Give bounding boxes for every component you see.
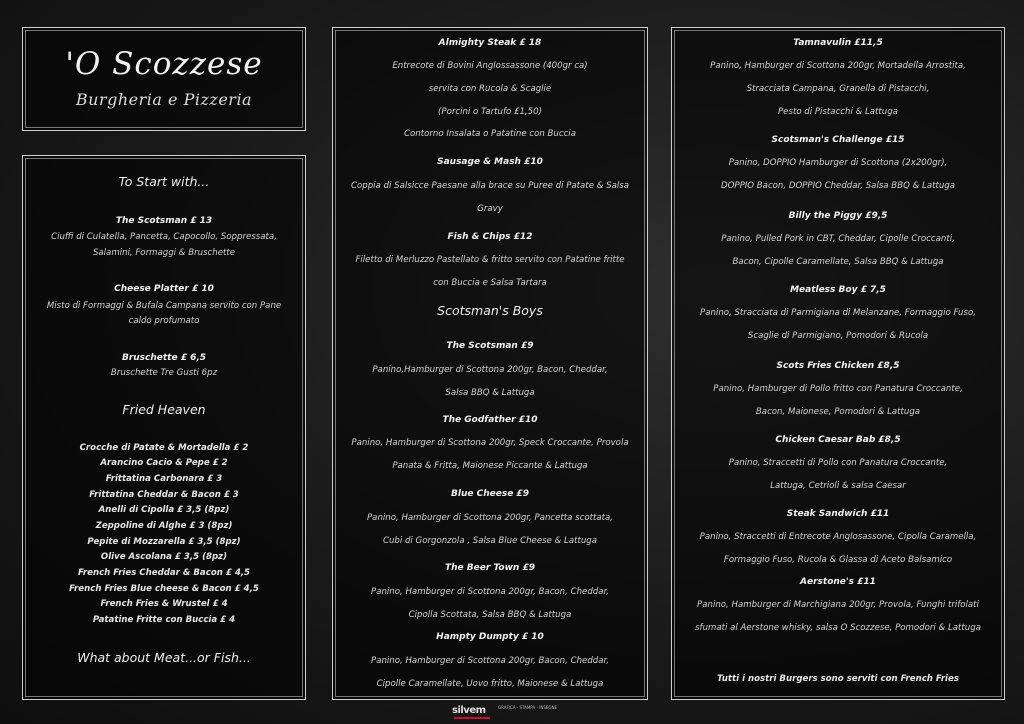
menu-item-desc: Panino, Hamburger di Scottona 200gr, Pancetta scottata, bbox=[367, 513, 613, 523]
section-heading-fried: Fried Heaven bbox=[122, 402, 206, 417]
menu-item-desc: Bacon, Cipolle Caramellate, Salsa BBQ & Lattuga bbox=[732, 257, 944, 267]
menu-item-title: Steak Sandwich £11 bbox=[786, 509, 890, 519]
restaurant-name: 'O Scozzese bbox=[65, 46, 263, 82]
menu-item-title: Almighty Steak £ 18 bbox=[438, 38, 542, 48]
menu-item-title: Tamnavulin £11,5 bbox=[793, 38, 883, 48]
menu-item-desc: Coppia di Salsicce Paesane alla brace su Puree di Patate & Salsa bbox=[350, 181, 629, 191]
menu-item-title: Chicken Caesar Bab £8,5 bbox=[775, 435, 901, 445]
menu-item-title: Bruschette £ 6,5 bbox=[121, 353, 207, 363]
menu-item-desc: Formaggio Fuso, Rucola & Glassa di Aceto Balsamico bbox=[723, 555, 953, 565]
menu-item-title: Blue Cheese £9 bbox=[451, 489, 529, 499]
menu-item-desc: Panino,Hamburger di Scottona 200gr, Bacon, Cheddar, bbox=[372, 365, 608, 375]
menu-item-desc: DOPPIO Bacon, DOPPIO Cheddar, Salsa BBQ & Lattuga bbox=[721, 181, 955, 191]
menu-item-desc: Bacon, Maionese, Pomodori & Lattuga bbox=[755, 407, 921, 417]
menu-item-desc: Panata & Fritta, Maionese Piccante & Lattuga bbox=[392, 461, 588, 471]
menu-item-desc: Panino, Hamburger di Pollo fritto con Panatura Croccante, bbox=[713, 384, 963, 394]
section-heading-meat: What about Meat...or Fish... bbox=[77, 650, 251, 665]
logo-panel bbox=[22, 27, 306, 131]
menu-item-title: Hampty Dumpty £ 10 bbox=[436, 632, 544, 642]
printer-brand bbox=[452, 703, 572, 719]
menu-item-title: Scotsman's Challenge £15 bbox=[771, 135, 905, 145]
menu-item-title: Aerstone's £11 bbox=[800, 577, 876, 587]
brand-accent-bar bbox=[454, 717, 490, 719]
menu-item-desc: Contorno Insalata o Patatine con Buccia bbox=[404, 129, 576, 139]
fried-item: Frittatina Cheddar & Bacon £ 3 bbox=[89, 490, 239, 500]
menu-item-desc: Cipolle Caramellate, Uovo fritto, Maionese & Lattuga bbox=[376, 679, 604, 689]
menu-item-desc: Bruschette Tre Gusti 6pz bbox=[110, 368, 218, 378]
menu-item-desc: Entrecote di Bovini Anglossassone (400gr ca) bbox=[392, 61, 588, 71]
fried-item: Crocche di Patate & Mortadella £ 2 bbox=[79, 443, 249, 453]
menu-item-desc: (Porcini o Tartufo £1,50) bbox=[438, 107, 542, 117]
menu-item-desc: Panino, Hamburger di Scottona 200gr, Bacon, Cheddar, bbox=[371, 656, 609, 666]
fries-note: Tutti i nostri Burgers sono serviti con French Fries bbox=[717, 674, 959, 684]
menu-item-title: Sausage & Mash £10 bbox=[437, 157, 543, 167]
menu-item-title: The Godfather £10 bbox=[442, 415, 538, 425]
fried-item: Arancino Cacio & Pepe £ 2 bbox=[100, 458, 228, 468]
menu-item-desc: Panino, Straccetti di Entrecote Anglosassone, Cipolla Caramella, bbox=[699, 532, 977, 542]
menu-item-desc: Gravy bbox=[477, 204, 503, 214]
menu-item-desc: Cubi di Gorgonzola , Salsa Blue Cheese & Lattuga bbox=[382, 536, 598, 546]
menu-item-desc: con Buccia e Salsa Tartara bbox=[433, 278, 547, 288]
fried-item: Frittatina Carbonara £ 3 bbox=[105, 474, 223, 484]
burgers-panel bbox=[671, 27, 1005, 700]
section-heading-start: To Start with... bbox=[118, 174, 210, 189]
fried-item: Patatine Fritte con Buccia £ 4 bbox=[92, 615, 236, 625]
menu-item-title: Scots Fries Chicken £8,5 bbox=[776, 361, 900, 371]
menu-item-desc: Panino, Stracciata di Parmigiana di Melanzane, Formaggio Fuso, bbox=[700, 308, 976, 318]
menu-item-desc: Panino, Straccetti di Pollo con Panatura Croccante, bbox=[728, 458, 948, 468]
menu-item-desc: Panino, Hamburger di Scottona 200gr, Mortadella Arrostita, bbox=[710, 61, 966, 71]
menu-item-desc: Filetto di Merluzzo Pastellato & fritto servito con Patatine fritte bbox=[355, 255, 625, 265]
menu-item-title: Meatless Boy £ 7,5 bbox=[790, 285, 886, 295]
menu-item-desc: sfumati al Aerstone whisky, salsa O Scozzese, Pomodori & Lattuga bbox=[695, 623, 981, 633]
fried-item: Zeppoline di Alghe £ 3 (8pz) bbox=[95, 521, 233, 531]
menu-item-title: Cheese Platter £ 10 bbox=[114, 284, 214, 294]
section-heading-boys: Scotsman's Boys bbox=[437, 303, 543, 318]
fried-item: Pepite di Mozzarella £ 3,5 (8pz) bbox=[87, 537, 241, 547]
menu-item-desc: Panino, DOPPIO Hamburger di Scottona (2x200gr), bbox=[728, 158, 948, 168]
menu-item-desc: Salsa BBQ & Lattuga bbox=[445, 388, 535, 398]
menu-item-desc: Panino, Hamburger di Scottona 200gr, Bacon, Cheddar, bbox=[371, 587, 609, 597]
menu-item-title: The Beer Town £9 bbox=[445, 563, 535, 573]
menu-item-title: The Scotsman £9 bbox=[446, 341, 534, 351]
menu-item-desc: Pesto di Pistacchi & Lattuga bbox=[778, 107, 898, 117]
menu-item-title: The Scotsman £ 13 bbox=[115, 216, 213, 226]
menu-item-desc: Cipolla Scottata, Salsa BBQ & Lattuga bbox=[408, 610, 572, 620]
fried-item: French Fries & Wrustel £ 4 bbox=[100, 599, 228, 609]
brand-logo: silvem bbox=[452, 705, 486, 716]
menu-item-desc: Scaglie di Parmigiano, Pomodori & Rucola bbox=[747, 331, 929, 341]
menu-item-desc: Panino, Hamburger di Scottona 200gr, Speck Croccante, Provola bbox=[351, 438, 629, 448]
menu-item-desc: Salamini, Formaggi & Bruschette bbox=[92, 248, 236, 258]
menu-item-desc: Ciuffi di Culatella, Pancetta, Capocollo, Soppressata, bbox=[51, 232, 277, 242]
menu-item-desc: Panino, Pulled Pork in CBT, Cheddar, Cipolle Croccanti, bbox=[721, 234, 955, 244]
fried-item: French Fries Cheddar & Bacon £ 4,5 bbox=[77, 568, 251, 578]
menu-item-title: Fish & Chips £12 bbox=[447, 232, 533, 242]
fried-item: Olive Ascolana £ 3,5 (8pz) bbox=[100, 552, 228, 562]
menu-item-desc: servita con Rucola & Scaglie bbox=[428, 84, 552, 94]
menu-item-desc: caldo profumato bbox=[128, 316, 200, 326]
menu-item-desc: Lattuga, Cetrioli & salsa Caesar bbox=[770, 481, 906, 491]
mains-panel bbox=[332, 27, 648, 700]
starters-panel bbox=[22, 155, 306, 700]
brand-tagline: GRAFICA - STAMPA - INSEGNE bbox=[498, 705, 558, 710]
menu-item-desc: Panino, Hamburger di Marchigiana 200gr, Provola, Funghi trifolati bbox=[697, 600, 979, 610]
menu-item-title: Billy the Piggy £9,5 bbox=[788, 211, 888, 221]
menu-item-desc: Misto di Formaggi & Bufala Campana servito con Pane bbox=[46, 301, 282, 311]
menu-item-desc: Stracciata Campana, Granella di Pistacchi, bbox=[746, 84, 930, 94]
fried-item: Anelli di Cipolla £ 3,5 (8pz) bbox=[98, 505, 230, 515]
fried-item: French Fries Blue cheese & Bacon £ 4,5 bbox=[69, 584, 259, 594]
restaurant-subtitle: Burgheria e Pizzeria bbox=[75, 90, 253, 109]
